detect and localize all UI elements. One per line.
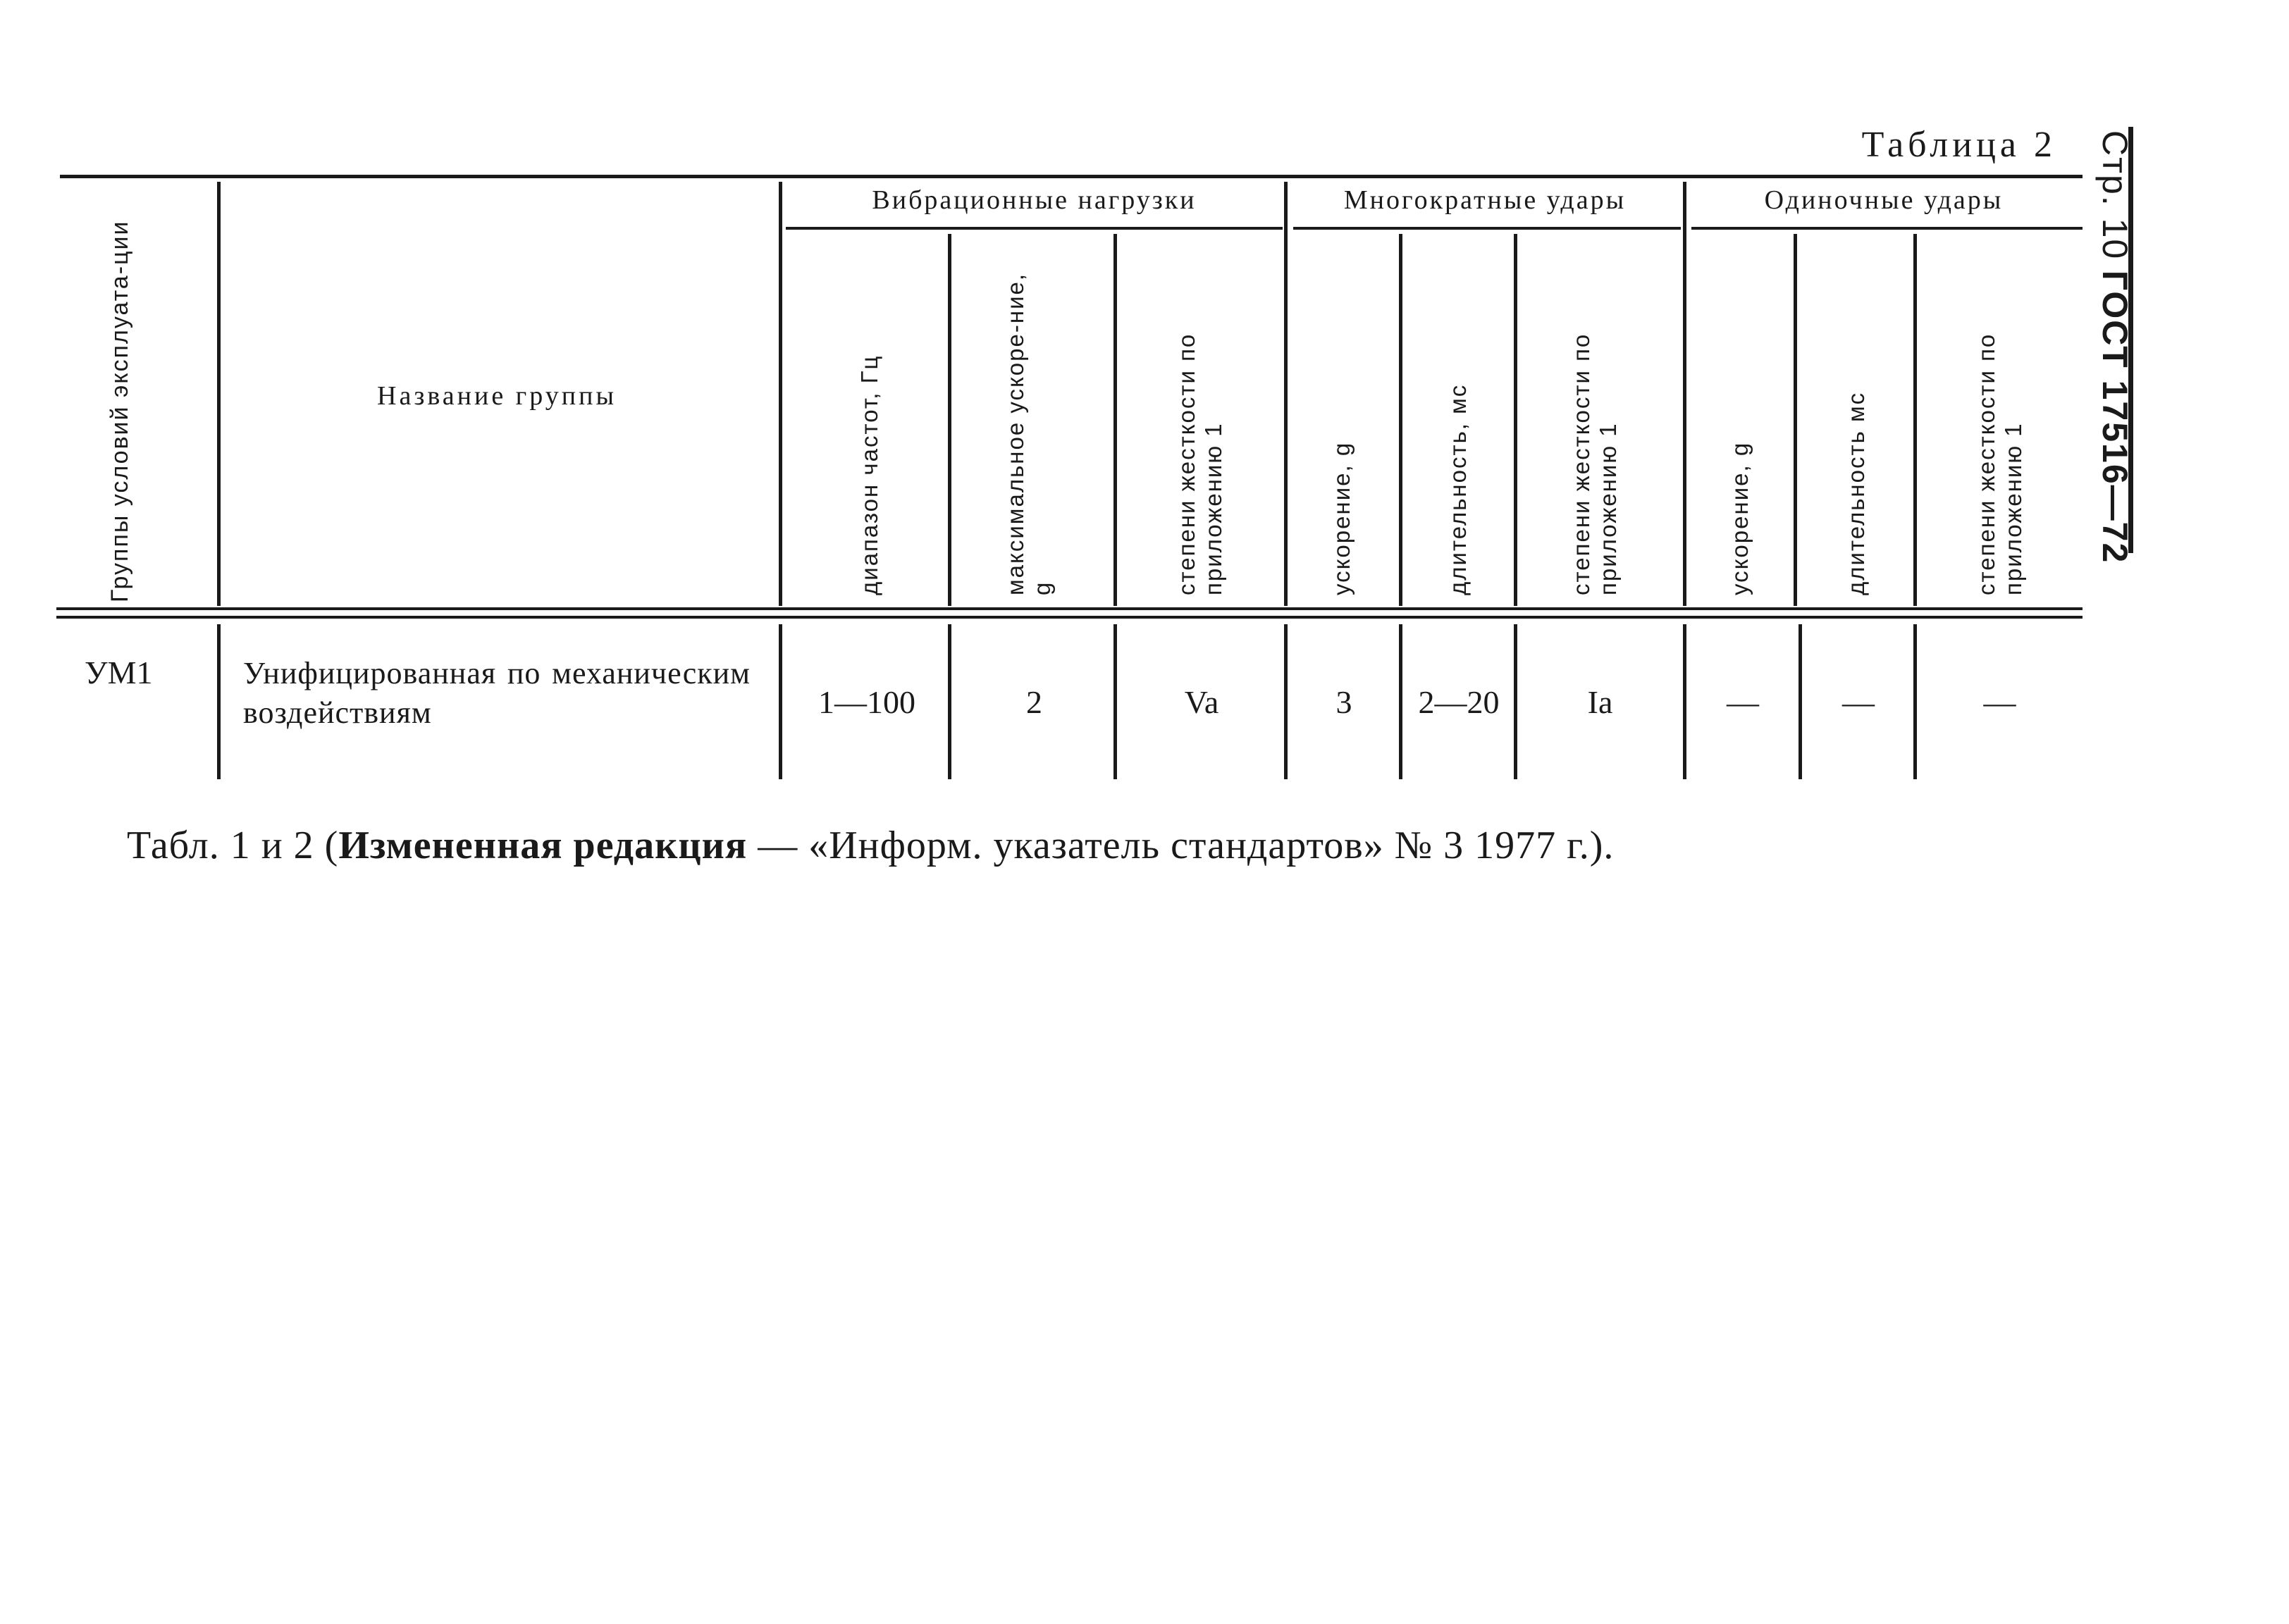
header-max-accel <box>1002 257 1056 595</box>
vrule-4 <box>1113 234 1117 606</box>
cell-freq-range: 1—100 <box>818 684 915 720</box>
header-duration-single: длительность мс <box>1843 391 1869 595</box>
row-code: УМ1 <box>85 655 153 690</box>
group-rule-vibration <box>786 227 1283 230</box>
header-severity-single <box>1973 264 2027 595</box>
header-group-name: Название группы <box>377 381 617 411</box>
footnote-bold: Измененная редакция <box>338 824 748 867</box>
vrule-10 <box>1913 234 1917 606</box>
header-accel-single: ускорение, g <box>1727 441 1753 595</box>
header-multiple-shocks: Многократные удары <box>1343 185 1627 215</box>
cell-accel-multi: 3 <box>1335 684 1352 720</box>
vrule-body-1 <box>217 624 221 779</box>
group-rule-multi <box>1293 227 1681 230</box>
header-freq-range: диапазон частот, Гц <box>856 354 882 595</box>
header-conditions-text: Группы условий эксплуата-ции <box>106 220 133 602</box>
vrule-8 <box>1683 182 1686 606</box>
vrule-9 <box>1794 234 1797 606</box>
row-name: Унифицированная по механическим воздействиям <box>243 656 751 730</box>
header-accel-multi: ускорение, g <box>1328 441 1355 595</box>
header-severity-single-text: степени жесткости по приложению 1 <box>1973 333 2026 595</box>
vrule-7 <box>1514 234 1517 606</box>
header-max-accel-text: максимальное ускоре-ние, g <box>1002 272 1055 595</box>
footnote <box>127 823 1614 868</box>
header-conditions-group <box>106 187 134 602</box>
cell-duration-multi: 2—20 <box>1418 684 1500 720</box>
vrule-5 <box>1284 182 1288 606</box>
cell-severity-vib: Va <box>1184 684 1219 720</box>
cell-severity-single: — <box>1983 684 2016 720</box>
footnote-suffix: — «Информ. указатель стандартов» № 3 1977 г.). <box>747 824 1615 867</box>
header-single-shocks: Одиночные удары <box>1764 185 2004 215</box>
table-top-rule <box>60 175 2083 178</box>
header-severity-multi <box>1568 264 1622 595</box>
page-header <box>2094 130 2135 564</box>
header-severity-multi-text: степени жесткости по приложению 1 <box>1568 333 1621 595</box>
cell-accel-single: — <box>1727 684 1759 720</box>
header-bottom-rule-1 <box>56 607 2083 610</box>
vrule-2 <box>779 182 782 606</box>
group-rule-single <box>1691 227 2083 230</box>
header-severity-vib <box>1173 264 1227 595</box>
vrule-3 <box>948 234 951 606</box>
cell-max-accel: 2 <box>1026 684 1042 720</box>
header-severity-vib-text: степени жесткости по приложению 1 <box>1173 333 1226 595</box>
footnote-prefix: Табл. 1 и 2 ( <box>127 824 339 867</box>
header-bottom-rule-2 <box>56 616 2083 619</box>
header-duration-multi: длительность, мс <box>1445 383 1471 595</box>
page-number: Стр. 10 <box>2095 130 2135 261</box>
header-vibration: Вибрационные нагрузки <box>872 185 1197 215</box>
table-caption: Таблица 2 <box>1861 125 2056 165</box>
vrule-6 <box>1399 234 1402 606</box>
standard-number: ГОСТ 17516—72 <box>2095 270 2135 564</box>
cell-severity-multi: Ia <box>1587 684 1613 720</box>
cell-duration-single: — <box>1842 684 1875 720</box>
